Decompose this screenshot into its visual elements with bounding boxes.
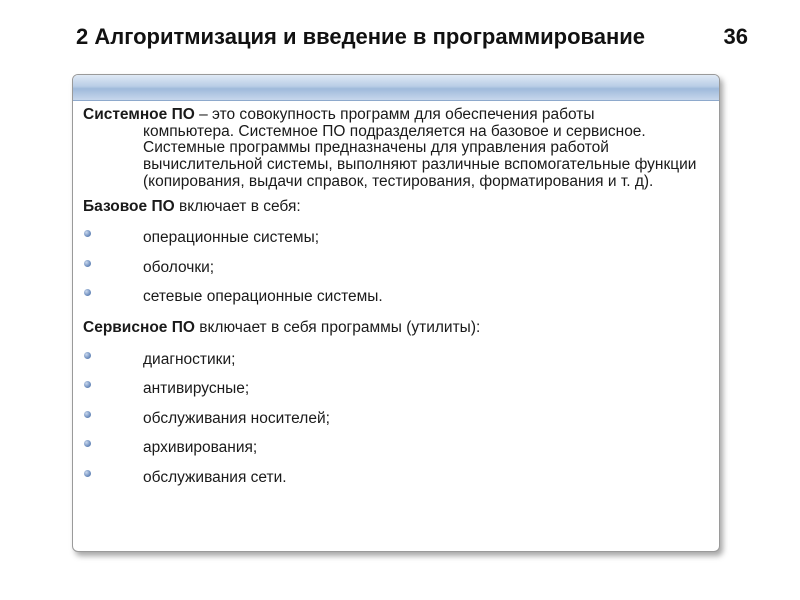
bullet-icon: [84, 260, 91, 267]
page-number: 36: [723, 24, 748, 49]
service-list: [83, 345, 709, 493]
service-term: Сервисное ПО: [83, 318, 195, 336]
intro-first-line: – это совокупность программ для обеспечения работы: [194, 106, 595, 123]
panel-body: [73, 101, 719, 492]
intro-term: Системное ПО: [83, 106, 195, 123]
list-item: [83, 463, 709, 493]
bullet-icon: [84, 352, 91, 359]
base-heading: [83, 199, 709, 216]
list-item: [83, 345, 709, 375]
list-item-text: оболочки;: [143, 258, 215, 276]
list-item-text: сетевые операционные системы.: [143, 288, 383, 306]
service-heading: [83, 320, 709, 337]
bullet-icon: [84, 230, 91, 237]
slide-title: 2 Алгоритмизация и введение в программирование: [76, 24, 646, 49]
list-item: [83, 253, 709, 283]
content-panel: [72, 74, 720, 552]
list-item-text: антивирусные;: [143, 380, 250, 398]
bullet-icon: [84, 470, 91, 477]
list-item-text: архивирования;: [143, 439, 258, 457]
service-rest: включает в себя программы (утилиты):: [194, 318, 481, 336]
base-term: Базовое ПО: [83, 197, 175, 215]
list-item-text: обслуживания сети.: [143, 468, 287, 486]
intro-paragraph: [83, 107, 709, 191]
bullet-icon: [84, 381, 91, 388]
list-item: [83, 433, 709, 463]
bullet-icon: [84, 440, 91, 447]
bullet-icon: [84, 289, 91, 296]
panel-header-bar: [73, 75, 719, 101]
list-item: [83, 404, 709, 434]
list-item: [83, 223, 709, 253]
list-item-text: обслуживания носителей;: [143, 409, 330, 427]
bullet-icon: [84, 411, 91, 418]
list-item: [83, 282, 709, 312]
base-list: [83, 223, 709, 312]
base-rest: включает в себя:: [174, 197, 301, 215]
list-item-text: диагностики;: [143, 350, 236, 368]
intro-continuation: компьютера. Системное ПО подразделяется на базовое и сервисное. Системные программы предназначены для управления работой вычислительной системы, выполняют различные вспомогательные функции (копирования, выдачи справок, тестирования, форматирования и т. д).: [143, 122, 697, 190]
list-item-text: операционные системы;: [143, 229, 320, 247]
list-item: [83, 374, 709, 404]
